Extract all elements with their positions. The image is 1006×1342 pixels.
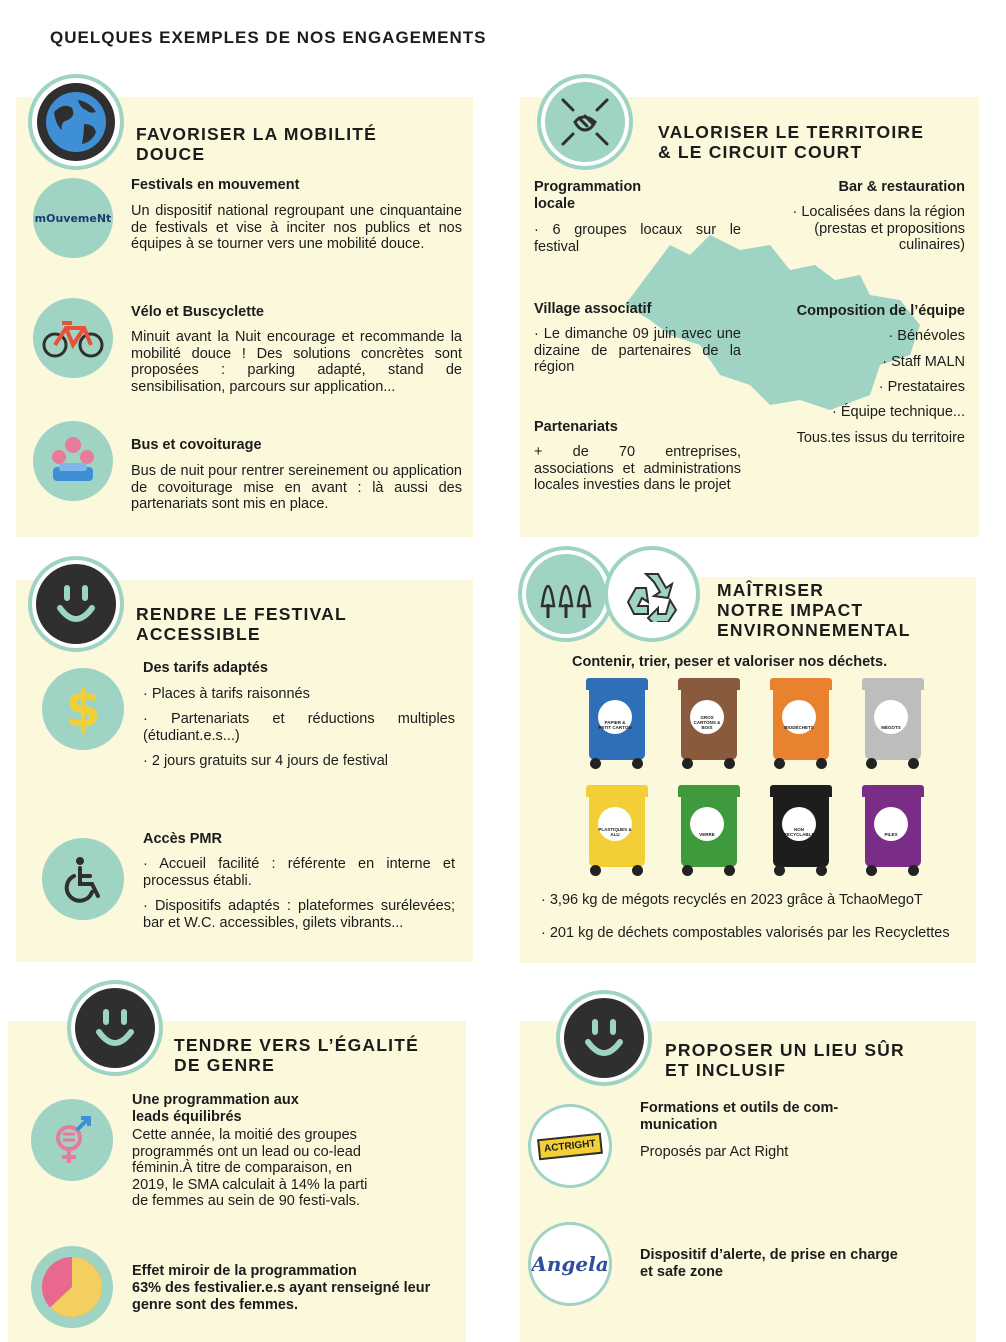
tarifs-item-1: · Places à tarifs raisonnés: [143, 686, 310, 702]
tarifs-item-2: · Partenariats et réductions multiples (étudiant.e.s...): [143, 711, 455, 744]
bin-wheel: [682, 865, 693, 876]
village-text: · Le dimanche 09 juin avec une dizaine de partenaires de la région: [534, 326, 741, 375]
angela-logo: [528, 1222, 612, 1306]
bar-text: · Localisées dans la région (prestas et propositions culinaires): [792, 204, 965, 253]
bin-wheel: [590, 758, 601, 769]
alert-title-l1: Dispositif d’alerte, de prise en charge: [640, 1247, 898, 1263]
festivals-text: Un dispositif national regroupant une cinquantaine de festivals et vise à inciter nos publics et nos équipes à se tourner vers une mobilité douce.: [131, 203, 462, 252]
bin-wheel: [774, 865, 785, 876]
bin-wheel: [632, 865, 643, 876]
bin-lid: [862, 785, 924, 797]
environment-title-l2: NOTRE IMPACT: [717, 600, 864, 620]
bin-wheel: [866, 865, 877, 876]
velo-title: Vélo et Buscyclette: [131, 304, 264, 320]
bus-title: Bus et covoiturage: [131, 437, 262, 453]
territory-title-l2: & LE CIRCUIT COURT: [658, 142, 863, 162]
dollar-glyph: $: [65, 680, 101, 738]
prog-title-l2: leads équilibrés: [132, 1109, 242, 1125]
bin-label: PLASTIQUES & ALU: [598, 807, 632, 841]
angela-logo-text: Angela: [531, 1252, 609, 1276]
mirror-title: Effet miroir de la programmation: [132, 1263, 357, 1279]
formations-title-l1: Formations et outils de com-: [640, 1100, 839, 1116]
team-item-3: · Prestataires: [878, 379, 965, 395]
bin-label: PILES: [874, 807, 908, 841]
partners-text: + de 70 entreprises, associations et administrations locales investies dans le projet: [534, 444, 741, 493]
bin-wheel: [908, 758, 919, 769]
bin-wheel: [866, 758, 877, 769]
environment-title-l3: ENVIRONNEMENTAL: [717, 620, 911, 640]
accessible-title-l2: ACCESSIBLE: [136, 624, 261, 644]
tarifs-title: Des tarifs adaptés: [143, 660, 268, 676]
waste-bin: [678, 785, 740, 875]
bin-label: MÉGOTS: [874, 700, 908, 734]
environment-subtitle: Contenir, trier, peser et valoriser nos déchets.: [572, 654, 888, 670]
trees-icon: [518, 546, 614, 642]
handshake-icon: [537, 74, 633, 170]
bin-lid: [678, 678, 740, 690]
team-item-2: · Staff MALN: [882, 354, 965, 370]
bin-label: NON RECYCLABLE: [782, 807, 816, 841]
accessible-title-l1: RENDRE LE FESTIVAL: [136, 604, 347, 624]
waste-bin: [770, 678, 832, 768]
pmr-item-2: · Dispositifs adaptés : plateformes surélevées; bar et W.C. accessibles, gilets vibrants...: [143, 898, 455, 931]
bicycle-icon: [33, 298, 113, 378]
environment-stat-2: · 201 kg de déchets compostables valorisés par les Recyclettes: [541, 925, 950, 941]
programmation-text: · 6 groupes locaux sur le festival: [534, 222, 741, 255]
globe-icon: [28, 74, 124, 170]
bin-wheel: [632, 758, 643, 769]
programmation-title-l2: locale: [534, 196, 576, 212]
recycle-icon: [604, 546, 700, 642]
bin-wheel: [908, 865, 919, 876]
team-title: Composition de l’équipe: [796, 303, 965, 319]
team-footer: Tous.tes issus du territoire: [796, 430, 965, 446]
formations-text: Proposés par Act Right: [640, 1144, 789, 1160]
mouvement-logo-text: mOuvemeNt: [34, 211, 112, 225]
bin-label: PAPIER & PETIT CARTON: [598, 700, 632, 734]
environment-title-l1: MAÎTRISER: [717, 580, 825, 600]
bin-wheel: [816, 865, 827, 876]
bus-text: Bus de nuit pour rentrer sereinement ou application de covoiturage mise en avant : là aussi des partenariats sont mis en place.: [131, 463, 462, 512]
bin-label: VERRE: [690, 807, 724, 841]
waste-bin: [586, 678, 648, 768]
bar-title: Bar & restauration: [838, 179, 965, 195]
village-title: Village associatif: [534, 301, 652, 317]
bin-lid: [586, 678, 648, 690]
bin-lid: [678, 785, 740, 797]
actright-logo: [528, 1104, 612, 1188]
bin-wheel: [724, 865, 735, 876]
dollar-icon: [42, 668, 124, 750]
team-item-1: · Bénévoles: [888, 328, 965, 344]
pie-chart-icon: [31, 1246, 113, 1328]
prog-title-l1: Une programmation aux: [132, 1092, 299, 1108]
gender-title-l1: TENDRE VERS L’ÉGALITÉ: [174, 1035, 419, 1055]
pmr-item-1: · Accueil facilité : référente en interne et processus établi.: [143, 856, 455, 889]
alert-title-l2: et safe zone: [640, 1264, 723, 1280]
waste-bin: [586, 785, 648, 875]
velo-text: Minuit avant la Nuit encourage et recommande la mobilité douce ! Des solutions concrètes sont proposées : parking adapté, stand de sensibilisation, parcours sur application...: [131, 329, 462, 395]
mobility-title-l2: DOUCE: [136, 144, 206, 164]
gender-title-l2: DE GENRE: [174, 1055, 276, 1075]
wheelchair-icon: [42, 838, 124, 920]
bin-label: GROS CARTONS & BOIS: [690, 700, 724, 734]
mobility-title-l1: FAVORISER LA MOBILITÉ: [136, 124, 378, 144]
waste-bin: [770, 785, 832, 875]
formations-title-l2: munication: [640, 1117, 718, 1133]
programmation-title-l1: Programmation: [534, 179, 642, 195]
bin-lid: [770, 785, 832, 797]
carpool-icon: [33, 421, 113, 501]
smiley-icon: [28, 556, 124, 652]
actright-logo-text: ACTRIGHT: [537, 1132, 603, 1160]
bin-wheel: [590, 865, 601, 876]
festivals-title: Festivals en mouvement: [131, 177, 300, 193]
environment-stat-1: · 3,96 kg de mégots recyclés en 2023 grâce à TchaoMegoT: [541, 892, 923, 908]
bin-wheel: [816, 758, 827, 769]
team-item-4: · Équipe technique...: [831, 404, 965, 420]
bin-wheel: [682, 758, 693, 769]
territory-title-l1: VALORISER LE TERRITOIRE: [658, 122, 925, 142]
bin-wheel: [774, 758, 785, 769]
waste-bin: [862, 678, 924, 768]
mirror-text: 63% des festivalier.e.s ayant renseigné leur genre sont des femmes.: [132, 1280, 431, 1313]
bin-lid: [586, 785, 648, 797]
tarifs-item-3: · 2 jours gratuits sur 4 jours de festival: [143, 753, 388, 769]
bin-label: BIODÉCHETS: [782, 700, 816, 734]
pmr-title: Accès PMR: [143, 831, 222, 847]
bin-wheel: [724, 758, 735, 769]
waste-bin: [678, 678, 740, 768]
gender-symbol-icon: [31, 1099, 113, 1181]
safe-title-l1: PROPOSER UN LIEU SÛR: [665, 1040, 905, 1060]
page-title: QUELQUES EXEMPLES DE NOS ENGAGEMENTS: [50, 28, 487, 47]
safe-title-l2: ET INCLUSIF: [665, 1060, 787, 1080]
waste-bin: [862, 785, 924, 875]
smiley-icon: [67, 980, 163, 1076]
bin-lid: [770, 678, 832, 690]
bin-lid: [862, 678, 924, 690]
smiley-icon: [556, 990, 652, 1086]
mouvement-logo: [33, 178, 113, 258]
partners-title: Partenariats: [534, 419, 618, 435]
prog-text: Cette année, la moitié des groupes programmés ont un lead ou co-lead féminin.À titre de comparaison, en 2019, le SMA calculait à 14% la parti de femmes au sein de 90 festi-vals.: [132, 1127, 368, 1209]
